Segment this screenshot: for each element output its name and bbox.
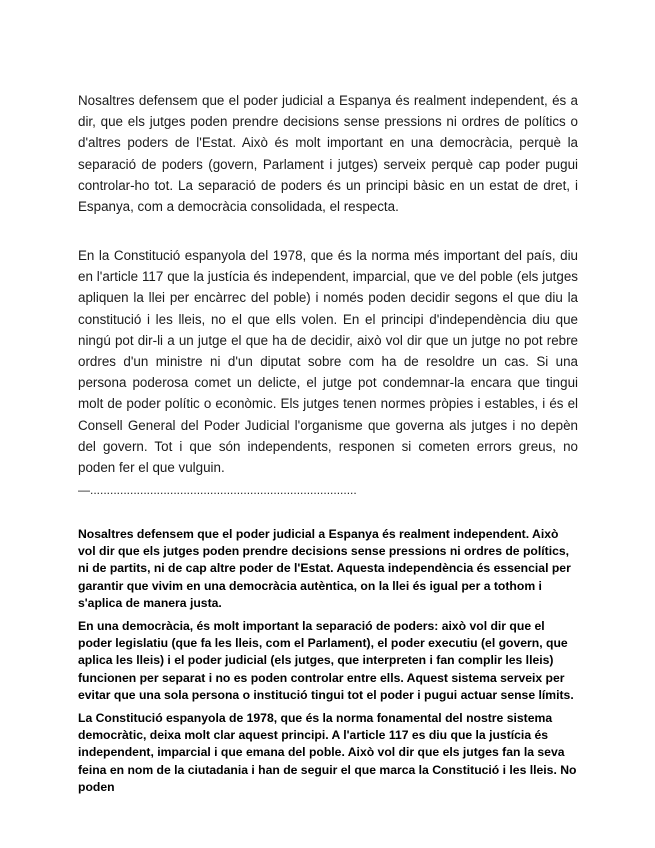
paragraph-constitution-article-117: En la Constitució espanyola del 1978, que és la norma més important del país, diu en l'article 117 que la justícia és independent, imparcial, que ve del poble (els jutges apliquen la llei per encàrrec del poble) i només poden decidir segons el que diu la constitució i les lleis, no el que ells volen. En el principi d'independència diu que ningú pot dir-li a un jutge el que ha de decidir, això vol dir que un jutge no pot rebre ordres d'un ministre ni d'un diputat sobre com ha de resoldre un cas. Si una persona poderosa comet un delicte, el jutge pot condemnar-la encara que tingui molt de poder polític o econòmic. Els jutges tenen normes pròpies i estables, i és el Consell General del Poder Judicial l'organisme que governa als jutges i no depèn del govern. Tot i que són independents, responen si cometen errors greus, no poden fer el que vulguin. xyxy=(78,248,578,476)
bold-paragraph-constitution: La Constitució espanyola de 1978, que és la norma fonamental del nostre sistema democràtic, deixa molt clar aquest principi. A l'article 117 es diu que la justícia és independent, imparcial i que emana del poble. Això vol dir que els jutges fan la seva feina en nom de la ciutadania i han de seguir el que marca la Constitució i les lleis. No poden xyxy=(78,711,577,794)
bold-paragraph-separation-of-powers: En una democràcia, és molt important la separació de poders: això vol dir que el poder legislatiu (que fa les lleis, com el Parlament), el poder executiu (el govern, que aplica les lleis) i el poder judicial (els jutges, que interpreten i fan complir les lleis) funcionen per separat i no es poden controlar entre ells. Aquest sistema serveix per evitar que una sola persona o institució tingui tot el poder i pugui actuar sense límits. xyxy=(78,619,574,702)
bold-paragraph-independence: Nosaltres defensem que el poder judicial a Espanya és realment independent. Això vol dir que els jutges poden prendre decisions sense pressions ni ordres de polítics, ni de partits, ni de cap altre poder de l'Estat. Aquesta independència és essencial per garantir que vivim en una democràcia autèntica, on la llei és igual per a tothom i s'aplica de manera justa. xyxy=(78,527,571,610)
paragraph-judicial-independence: Nosaltres defensem que el poder judicial a Espanya és realment independent, és a dir, que els jutges poden prendre decisions sense pressions ni ordres de polítics o d'altres poders de l'Estat. Això és molt important en una democràcia, perquè la separació de poders (govern, Parlament i jutges) serveix perquè cap poder pugui controlar-ho tot. La separació de poders és un principi bàsic en un estat de dret, i Espanya, com a democràcia consolidada, el respecta. xyxy=(78,93,578,215)
separator-line: —................................................................................ xyxy=(78,483,357,497)
